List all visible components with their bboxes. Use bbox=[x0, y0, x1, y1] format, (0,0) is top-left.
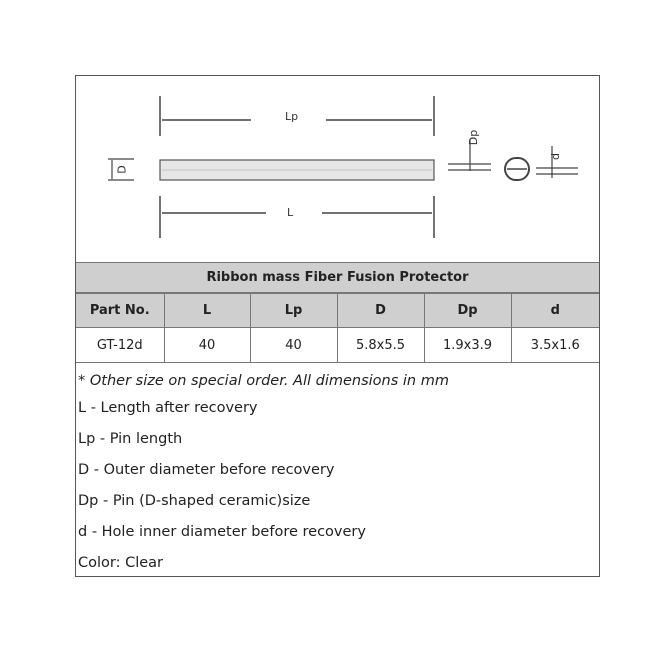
header-part-no: Part No. bbox=[76, 294, 164, 328]
cell-l: 40 bbox=[164, 328, 250, 363]
product-spec-sheet bbox=[75, 75, 600, 577]
header-lp: Lp bbox=[250, 294, 337, 328]
table-header-row bbox=[76, 294, 599, 328]
note-line: D - Outer diameter before recovery bbox=[78, 462, 335, 478]
table-title: Ribbon mass Fiber Fusion Protector bbox=[76, 262, 599, 293]
spec-table bbox=[76, 293, 599, 363]
note-line: Color: Clear bbox=[78, 555, 164, 571]
cell-d-inner: 3.5x1.6 bbox=[511, 328, 599, 363]
note-line: d - Hole inner diameter before recovery bbox=[78, 524, 366, 540]
l-label: L bbox=[287, 206, 294, 219]
cell-d: 5.8x5.5 bbox=[337, 328, 424, 363]
table-row bbox=[76, 328, 599, 363]
dp-label: Dp bbox=[467, 129, 481, 146]
cell-lp: 40 bbox=[250, 328, 337, 363]
d-outer-label: D bbox=[115, 165, 129, 174]
d-inner-label: d bbox=[548, 153, 562, 160]
header-l: L bbox=[164, 294, 250, 328]
protector-diagram bbox=[76, 76, 599, 262]
notes-section bbox=[78, 369, 593, 579]
lp-label: Lp bbox=[285, 110, 299, 123]
header-dp: Dp bbox=[424, 294, 511, 328]
note-line: L - Length after recovery bbox=[78, 400, 258, 416]
diagram-drawing bbox=[76, 76, 599, 262]
cell-dp: 1.9x3.9 bbox=[424, 328, 511, 363]
note-line: Lp - Pin length bbox=[78, 431, 183, 447]
note-line: Dp - Pin (D-shaped ceramic)size bbox=[78, 493, 311, 509]
cell-part-no: GT-12d bbox=[76, 328, 164, 363]
header-d-inner: d bbox=[511, 294, 599, 328]
header-d: D bbox=[337, 294, 424, 328]
special-order-note: * Other size on special order. All dimensions in mm bbox=[78, 373, 449, 389]
